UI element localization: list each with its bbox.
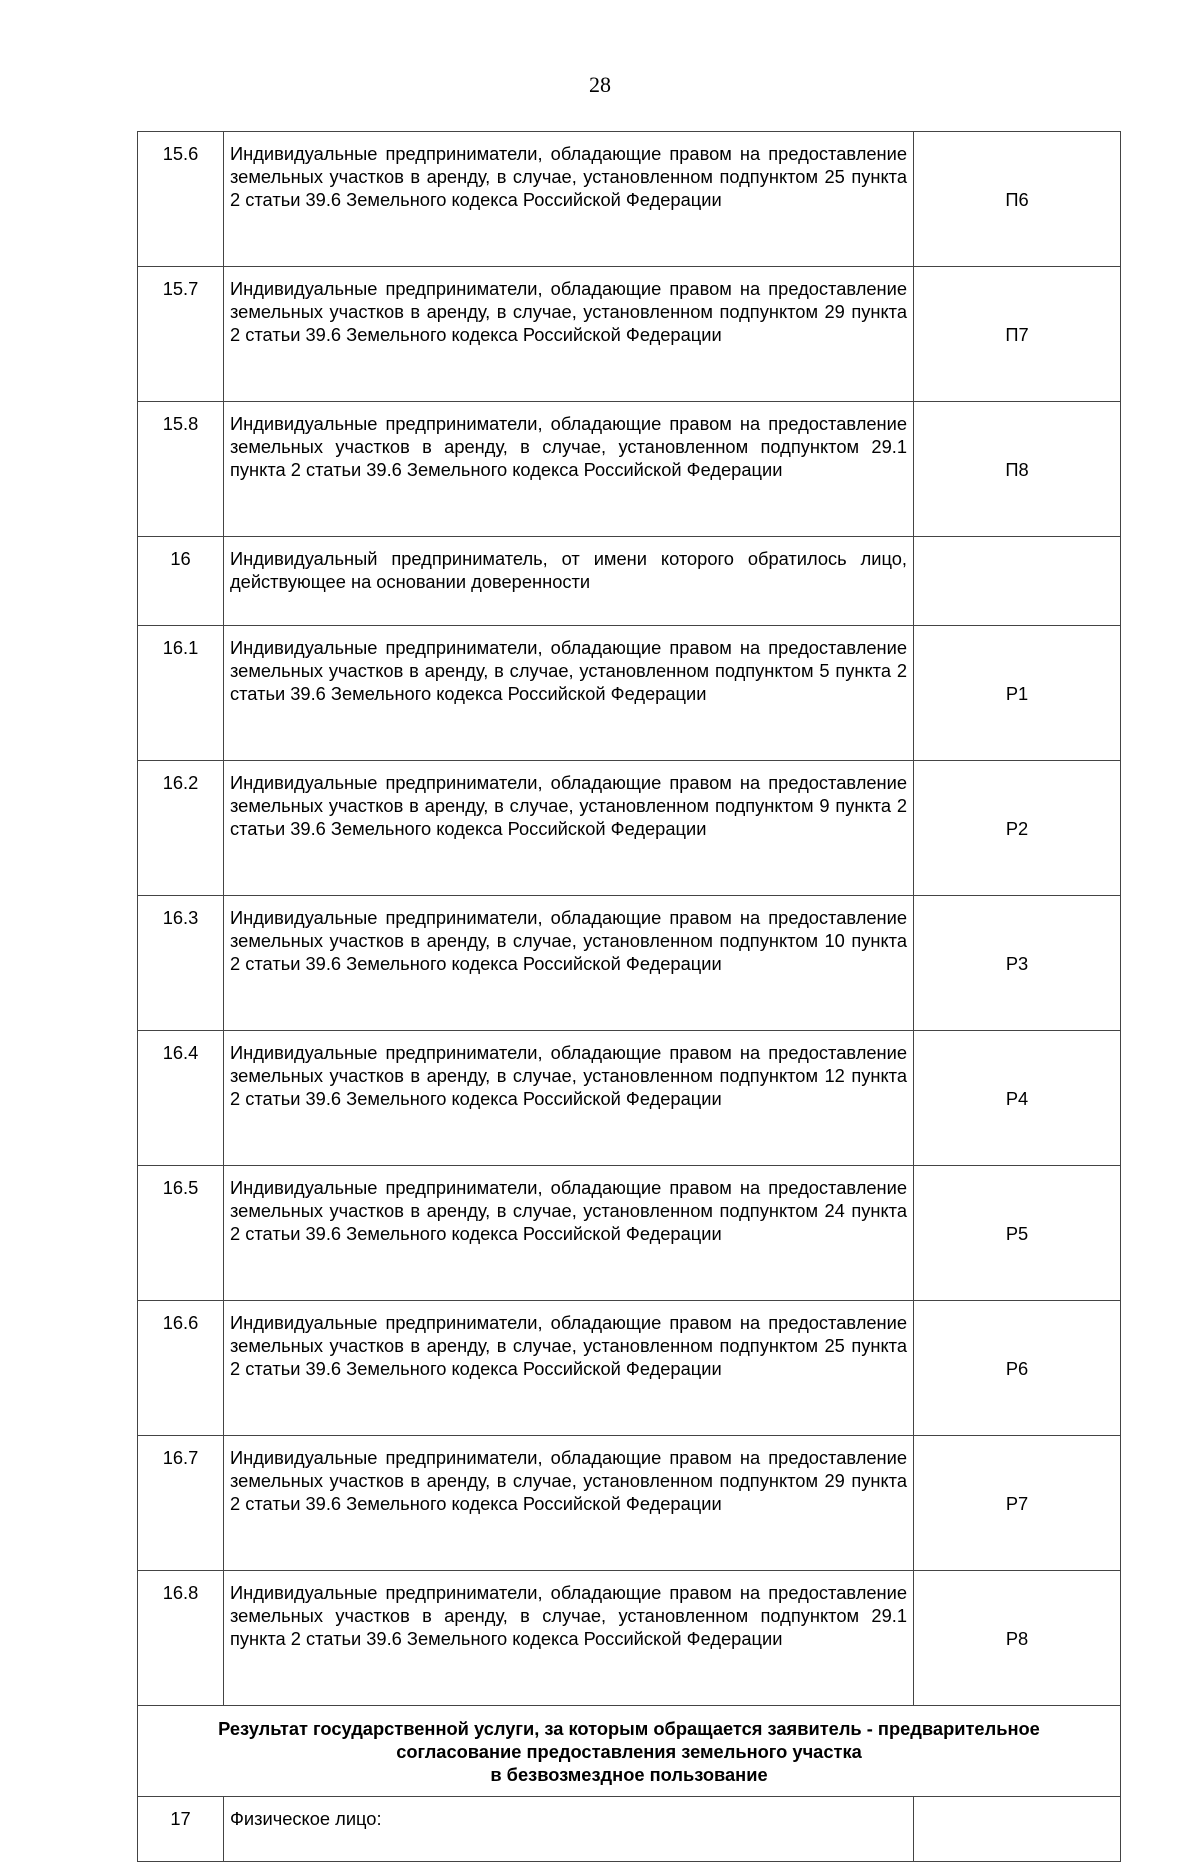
row-code <box>914 1797 1121 1862</box>
row-code: Р1 <box>914 626 1121 761</box>
row-code: Р7 <box>914 1436 1121 1571</box>
table-row <box>138 761 1121 896</box>
table-row <box>138 132 1121 267</box>
row-code: П8 <box>914 402 1121 537</box>
row-number: 16.7 <box>138 1436 224 1571</box>
row-description: Индивидуальные предприниматели, обладающие правом на предоставление земельных участков в аренду, в случае, установленном подпунктом 10 пункта 2 статьи 39.6 Земельного кодекса Российской Федерации <box>224 896 914 1031</box>
row-number: 16 <box>138 537 224 626</box>
row-number: 16.1 <box>138 626 224 761</box>
row-code: Р3 <box>914 896 1121 1031</box>
row-code: Р8 <box>914 1571 1121 1706</box>
page-number: 28 <box>589 72 611 97</box>
row-code: Р6 <box>914 1301 1121 1436</box>
row-number: 16.5 <box>138 1166 224 1301</box>
table-row <box>138 1031 1121 1166</box>
table-row <box>138 1166 1121 1301</box>
row-number: 16.4 <box>138 1031 224 1166</box>
row-description: Индивидуальные предприниматели, обладающие правом на предоставление земельных участков в аренду, в случае, установленном подпунктом 9 пункта 2 статьи 39.6 Земельного кодекса Российской Федерации <box>224 761 914 896</box>
row-description: Индивидуальные предприниматели, обладающие правом на предоставление земельных участков в аренду, в случае, установленном подпунктом 5 пункта 2 статьи 39.6 Земельного кодекса Российской Федерации <box>224 626 914 761</box>
row-code: Р4 <box>914 1031 1121 1166</box>
categories-table <box>137 131 1121 1862</box>
section-header-line-2: в безвозмездное пользование <box>490 1763 768 1785</box>
row-number: 15.8 <box>138 402 224 537</box>
section-header-row <box>138 1706 1121 1797</box>
row-code: Р2 <box>914 761 1121 896</box>
row-code <box>914 537 1121 626</box>
row-description: Индивидуальные предприниматели, обладающие правом на предоставление земельных участков в аренду, в случае, установленном подпунктом 24 пункта 2 статьи 39.6 Земельного кодекса Российской Федерации <box>224 1166 914 1301</box>
row-number: 16.6 <box>138 1301 224 1436</box>
row-description: Индивидуальные предприниматели, обладающие правом на предоставление земельных участков в аренду, в случае, установленном подпунктом 29.1 пункта 2 статьи 39.6 Земельного кодекса Российской Федерации <box>224 1571 914 1706</box>
row-description: Индивидуальные предприниматели, обладающие правом на предоставление земельных участков в аренду, в случае, установленном подпунктом 12 пункта 2 статьи 39.6 Земельного кодекса Российской Федерации <box>224 1031 914 1166</box>
row-description: Индивидуальные предприниматели, обладающие правом на предоставление земельных участков в аренду, в случае, установленном подпунктом 29 пункта 2 статьи 39.6 Земельного кодекса Российской Федерации <box>224 1436 914 1571</box>
table-row <box>138 537 1121 626</box>
row-description: Индивидуальные предприниматели, обладающие правом на предоставление земельных участков в аренду, в случае, установленном подпунктом 29.1 пункта 2 статьи 39.6 Земельного кодекса Российской Федерации <box>224 402 914 537</box>
table-row <box>138 1301 1121 1436</box>
table-row <box>138 1571 1121 1706</box>
row-number: 16.2 <box>138 761 224 896</box>
row-description: Индивидуальный предприниматель, от имени которого обратилось лицо, действующее на основании доверенности <box>224 537 914 626</box>
row-number: 16.8 <box>138 1571 224 1706</box>
row-code: П6 <box>914 132 1121 267</box>
row-description: Индивидуальные предприниматели, обладающие правом на предоставление земельных участков в аренду, в случае, установленном подпунктом 25 пункта 2 статьи 39.6 Земельного кодекса Российской Федерации <box>224 132 914 267</box>
section-header <box>138 1706 1121 1797</box>
table-row <box>138 626 1121 761</box>
row-description: Индивидуальные предприниматели, обладающие правом на предоставление земельных участков в аренду, в случае, установленном подпунктом 25 пункта 2 статьи 39.6 Земельного кодекса Российской Федерации <box>224 1301 914 1436</box>
row-code: П7 <box>914 267 1121 402</box>
row-code: Р5 <box>914 1166 1121 1301</box>
section-header-line-1: Результат государственной услуги, за которым обращается заявитель - предварительное согласование предоставления земельного участка <box>218 1717 1040 1762</box>
table-row <box>138 1797 1121 1862</box>
table-row <box>138 896 1121 1031</box>
row-number: 15.7 <box>138 267 224 402</box>
table-row <box>138 267 1121 402</box>
row-description: Физическое лицо: <box>224 1797 914 1862</box>
row-number: 17 <box>138 1797 224 1862</box>
row-number: 15.6 <box>138 132 224 267</box>
table-row <box>138 402 1121 537</box>
table-row <box>138 1436 1121 1571</box>
row-description: Индивидуальные предприниматели, обладающие правом на предоставление земельных участков в аренду, в случае, установленном подпунктом 29 пункта 2 статьи 39.6 Земельного кодекса Российской Федерации <box>224 267 914 402</box>
row-number: 16.3 <box>138 896 224 1031</box>
